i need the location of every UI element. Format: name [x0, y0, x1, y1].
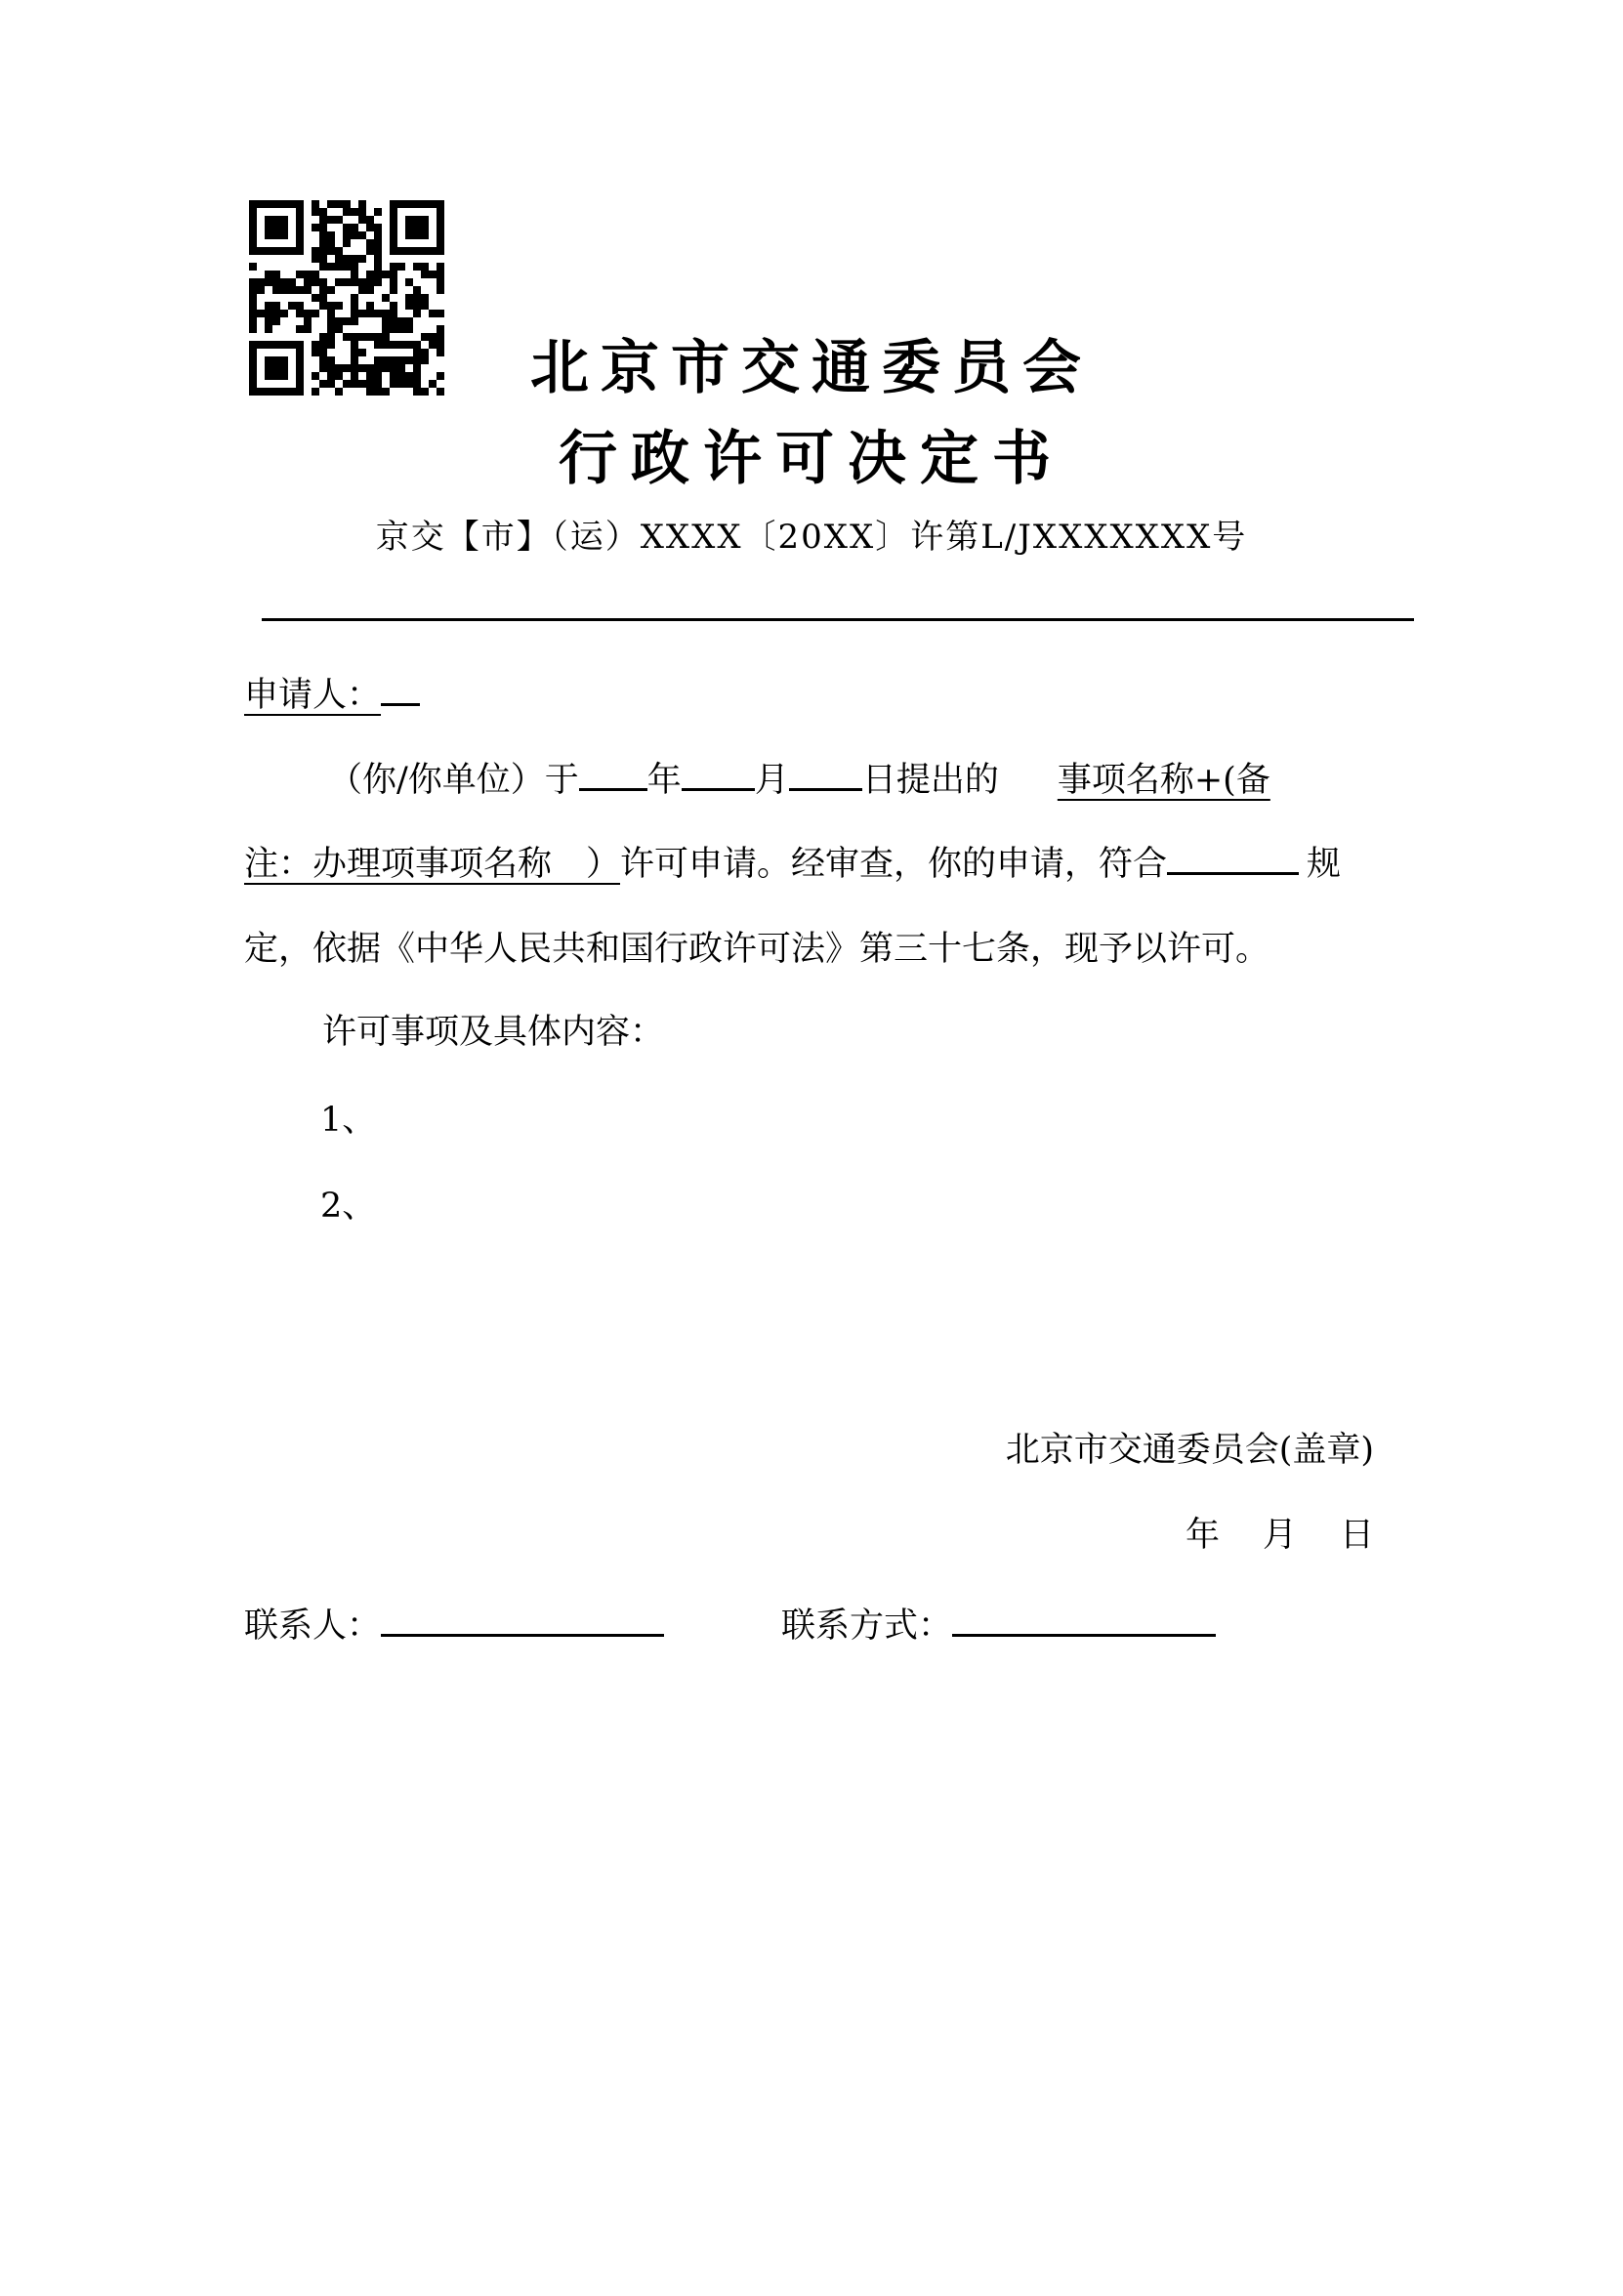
body-text: 规 — [1307, 845, 1342, 884]
permit-items-heading: 许可事项及具体内容： — [322, 1013, 665, 1052]
date-month: 月 — [1262, 1516, 1297, 1555]
document-title-type: 行政许可决定书 — [559, 425, 1064, 493]
contact-person-blank — [381, 1605, 664, 1637]
date-day: 日 — [1339, 1516, 1374, 1555]
item-name-field: 事项名称+(备 — [1057, 761, 1270, 800]
document-number: 京交【市】（运）XXXX〔20XX〕许第L/JXXXXXXX号 — [375, 518, 1248, 557]
month-label: 月 — [754, 761, 789, 800]
contact-method-label: 联系方式： — [781, 1607, 953, 1646]
month-blank — [682, 788, 755, 791]
year-blank — [579, 788, 647, 791]
issuer-seal-line: 北京市交通委员会(盖章) — [1005, 1431, 1374, 1470]
body-paragraph-line1 — [328, 761, 1270, 800]
item-name-field-cont: 注：办理项事项名称 ） — [244, 845, 621, 884]
document-title-agency: 北京市交通委员会 — [530, 334, 1093, 402]
body-text: （你/你单位）于 — [328, 761, 579, 800]
applicant-label: 申请人： — [244, 676, 382, 715]
year-label: 年 — [646, 761, 682, 800]
contact-method — [781, 1605, 1216, 1644]
day-label: 日提出的 — [861, 761, 999, 800]
regulation-blank — [1167, 872, 1299, 875]
permit-item-1: 1、 — [320, 1101, 377, 1140]
permit-item-2: 2、 — [320, 1187, 377, 1226]
header-divider — [262, 618, 1414, 621]
contact-person — [244, 1605, 664, 1644]
applicant-line — [244, 676, 420, 715]
date-year: 年 — [1185, 1516, 1220, 1555]
body-paragraph-line3: 定，依据《中华人民共和国行政许可法》第三十七条，现予以许可。 — [244, 930, 1270, 969]
body-text: 许可申请。经审查，你的申请，符合 — [620, 845, 1168, 884]
day-blank — [789, 788, 862, 791]
issue-date — [1143, 1516, 1374, 1555]
contact-method-blank — [952, 1605, 1216, 1637]
applicant-blank — [381, 703, 420, 706]
contact-person-label: 联系人： — [244, 1607, 382, 1646]
body-paragraph-line2 — [244, 845, 1342, 884]
